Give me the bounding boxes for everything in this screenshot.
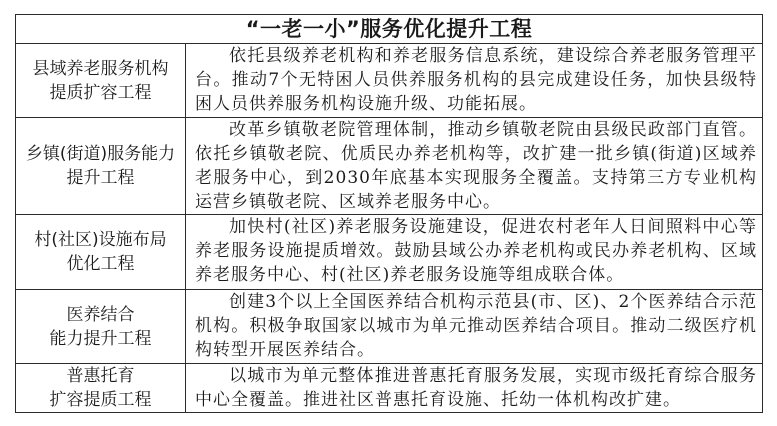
row-label-line: 扩容提质工程 [49, 390, 152, 410]
row-village-facilities [16, 214, 762, 289]
row-label-line: 提质扩容工程 [49, 82, 152, 103]
row-description-cell [186, 118, 762, 214]
row-description-cell [186, 215, 762, 289]
row-label [16, 290, 186, 363]
row-label-line: 医养结合 [66, 304, 135, 325]
row-label [16, 118, 186, 214]
project-table [15, 14, 763, 413]
row-description: 以城市为单元整体推进普惠托育服务发展，实现市级托育综合服务中心全覆盖。推进社区普惠托育设施、托幼一体机构改扩建。 [195, 366, 757, 410]
row-label-line: 县域养老服务机构 [32, 58, 169, 79]
row-label-line: 普惠托育 [66, 366, 135, 386]
table-title: “一老一小”服务优化提升工程 [245, 17, 533, 41]
row-label-line: 能力提升工程 [49, 328, 152, 349]
row-label-line: 乡镇(街道)服务能力 [25, 144, 176, 164]
row-label-line: 提升工程 [66, 168, 135, 188]
row-label-line: 村(社区)设施布局 [34, 230, 167, 250]
row-description: 加快村(社区)养老服务设施建设，促进农村老年人日间照料中心等养老服务设施提质增效。鼓励县域公办养老机构或民办养老机构、区域养老服务中心、村(社区)养老服务设施等组成联合体。 [195, 217, 757, 285]
row-label [16, 44, 186, 117]
row-label [16, 364, 186, 412]
row-description: 创建3个以上全国医养结合机构示范县(市、区)、2个医养结合示范机构。积极争取国家以城市为单元推动医养结合项目。推动二级医疗机构转型开展医养结合。 [195, 292, 757, 360]
table-title-row [16, 15, 762, 43]
row-description-cell [186, 290, 762, 363]
row-county-elderly-care [16, 43, 762, 117]
row-township-service [16, 117, 762, 214]
row-label [16, 215, 186, 289]
row-description-cell [186, 364, 762, 412]
row-description: 依托县级养老机构和养老服务信息系统，建设综合养老服务管理平台。推动7个无特困人员供养服务机构的县完成建设任务，加快县级特困人员供养服务机构设施升级、功能拓展。 [195, 46, 757, 114]
row-label-line: 优化工程 [66, 254, 135, 274]
row-medical-elderly-care [16, 289, 762, 363]
row-description-cell [186, 44, 762, 117]
row-childcare [16, 363, 762, 412]
row-description: 改革乡镇敬老院管理体制，推动乡镇敬老院由县级民政部门直管。依托乡镇敬老院、优质民办养老机构等，改扩建一批乡镇(街道)区域养老服务中心，到2030年底基本实现服务全覆盖。支持第三方专业机构运营乡镇敬老院、区域养老服务中心。 [195, 120, 757, 212]
